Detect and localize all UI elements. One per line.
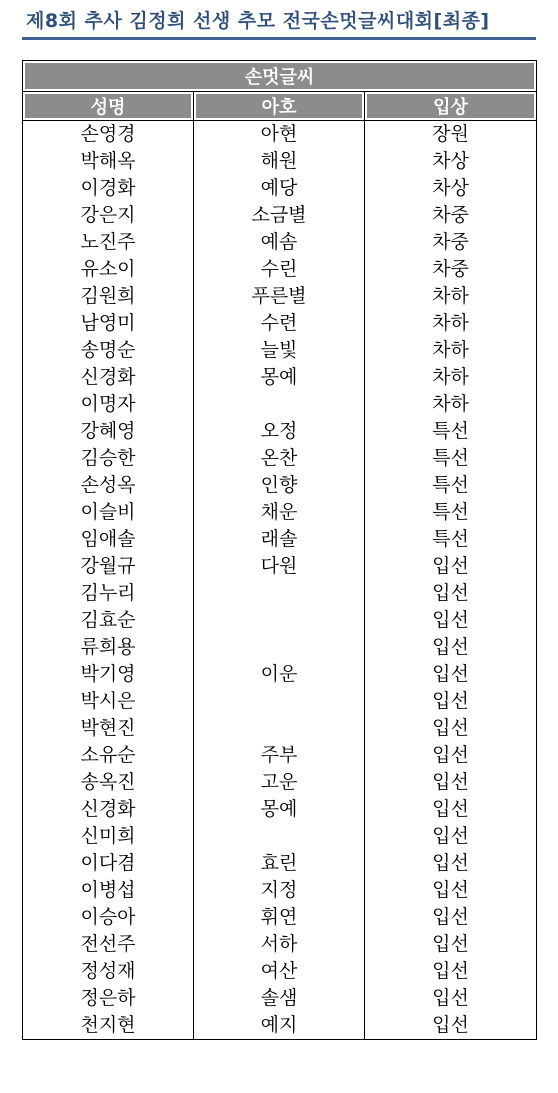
table-row bbox=[23, 877, 537, 904]
cell-award: 차중 bbox=[365, 202, 537, 229]
column-header-name: 성명 bbox=[23, 92, 194, 121]
table-row bbox=[23, 229, 537, 256]
cell-name: 이경화 bbox=[23, 175, 194, 202]
cell-pen-name bbox=[194, 607, 365, 634]
cell-name: 박기영 bbox=[23, 661, 194, 688]
cell-pen-name bbox=[194, 580, 365, 607]
cell-pen-name: 해원 bbox=[194, 148, 365, 175]
cell-pen-name bbox=[194, 823, 365, 850]
table-row bbox=[23, 634, 537, 661]
cell-name: 이다겸 bbox=[23, 850, 194, 877]
cell-pen-name: 다원 bbox=[194, 553, 365, 580]
cell-pen-name: 이운 bbox=[194, 661, 365, 688]
cell-pen-name: 온찬 bbox=[194, 445, 365, 472]
cell-award: 입선 bbox=[365, 1012, 537, 1040]
table-row bbox=[23, 391, 537, 418]
cell-award: 차하 bbox=[365, 283, 537, 310]
cell-pen-name: 예지 bbox=[194, 1012, 365, 1040]
cell-pen-name bbox=[194, 715, 365, 742]
table-row bbox=[23, 850, 537, 877]
cell-pen-name: 몽예 bbox=[194, 364, 365, 391]
results-body bbox=[23, 121, 537, 1040]
table-row bbox=[23, 310, 537, 337]
cell-award: 입선 bbox=[365, 904, 537, 931]
table-row bbox=[23, 985, 537, 1012]
cell-name: 이병섭 bbox=[23, 877, 194, 904]
cell-name: 류희용 bbox=[23, 634, 194, 661]
table-row bbox=[23, 499, 537, 526]
cell-pen-name: 래솔 bbox=[194, 526, 365, 553]
table-row bbox=[23, 364, 537, 391]
table-row bbox=[23, 607, 537, 634]
cell-name: 이승아 bbox=[23, 904, 194, 931]
section-title: 손멋글씨 bbox=[23, 61, 537, 92]
cell-award: 입선 bbox=[365, 823, 537, 850]
table-row bbox=[23, 715, 537, 742]
cell-award: 특선 bbox=[365, 472, 537, 499]
cell-name: 전선주 bbox=[23, 931, 194, 958]
cell-pen-name: 예당 bbox=[194, 175, 365, 202]
cell-name: 강월규 bbox=[23, 553, 194, 580]
cell-award: 차중 bbox=[365, 229, 537, 256]
cell-name: 이슬비 bbox=[23, 499, 194, 526]
table-row bbox=[23, 580, 537, 607]
section-header-row bbox=[23, 61, 537, 92]
cell-pen-name: 채운 bbox=[194, 499, 365, 526]
cell-name: 남영미 bbox=[23, 310, 194, 337]
cell-pen-name: 여산 bbox=[194, 958, 365, 985]
cell-pen-name: 효린 bbox=[194, 850, 365, 877]
cell-award: 입선 bbox=[365, 607, 537, 634]
cell-name: 정성재 bbox=[23, 958, 194, 985]
cell-name: 김누리 bbox=[23, 580, 194, 607]
cell-pen-name bbox=[194, 634, 365, 661]
table-row bbox=[23, 769, 537, 796]
title-underline bbox=[22, 37, 536, 40]
cell-name: 신미희 bbox=[23, 823, 194, 850]
cell-name: 이명자 bbox=[23, 391, 194, 418]
cell-pen-name: 푸른별 bbox=[194, 283, 365, 310]
cell-name: 천지현 bbox=[23, 1012, 194, 1040]
cell-pen-name: 주부 bbox=[194, 742, 365, 769]
table-row bbox=[23, 418, 537, 445]
cell-award: 특선 bbox=[365, 499, 537, 526]
results-table bbox=[22, 60, 537, 1040]
cell-name: 송옥진 bbox=[23, 769, 194, 796]
cell-award: 특선 bbox=[365, 526, 537, 553]
cell-award: 입선 bbox=[365, 742, 537, 769]
cell-award: 차하 bbox=[365, 310, 537, 337]
cell-name: 김승한 bbox=[23, 445, 194, 472]
table-row bbox=[23, 1012, 537, 1040]
cell-award: 입선 bbox=[365, 850, 537, 877]
cell-award: 특선 bbox=[365, 445, 537, 472]
table-row bbox=[23, 661, 537, 688]
cell-name: 박현진 bbox=[23, 715, 194, 742]
cell-award: 입선 bbox=[365, 769, 537, 796]
cell-pen-name: 몽예 bbox=[194, 796, 365, 823]
table-row bbox=[23, 256, 537, 283]
cell-name: 임애솔 bbox=[23, 526, 194, 553]
table-row bbox=[23, 202, 537, 229]
cell-award: 차하 bbox=[365, 337, 537, 364]
cell-name: 박시은 bbox=[23, 688, 194, 715]
cell-name: 신경화 bbox=[23, 364, 194, 391]
cell-pen-name: 늘빛 bbox=[194, 337, 365, 364]
cell-pen-name: 예솜 bbox=[194, 229, 365, 256]
table-row bbox=[23, 904, 537, 931]
table-row bbox=[23, 121, 537, 149]
table-row bbox=[23, 823, 537, 850]
cell-name: 김효순 bbox=[23, 607, 194, 634]
cell-pen-name: 수린 bbox=[194, 256, 365, 283]
cell-award: 입선 bbox=[365, 958, 537, 985]
cell-pen-name: 수련 bbox=[194, 310, 365, 337]
table-row bbox=[23, 472, 537, 499]
cell-name: 김원희 bbox=[23, 283, 194, 310]
table-row bbox=[23, 526, 537, 553]
cell-name: 노진주 bbox=[23, 229, 194, 256]
cell-award: 차하 bbox=[365, 364, 537, 391]
table-row bbox=[23, 337, 537, 364]
cell-pen-name: 휘연 bbox=[194, 904, 365, 931]
table-row bbox=[23, 688, 537, 715]
cell-name: 강은지 bbox=[23, 202, 194, 229]
cell-pen-name: 고운 bbox=[194, 769, 365, 796]
cell-pen-name: 아현 bbox=[194, 121, 365, 149]
cell-pen-name bbox=[194, 688, 365, 715]
cell-award: 입선 bbox=[365, 688, 537, 715]
cell-name: 소유순 bbox=[23, 742, 194, 769]
cell-name: 정은하 bbox=[23, 985, 194, 1012]
cell-pen-name bbox=[194, 391, 365, 418]
cell-name: 박해옥 bbox=[23, 148, 194, 175]
cell-award: 입선 bbox=[365, 580, 537, 607]
cell-award: 차하 bbox=[365, 391, 537, 418]
table-row bbox=[23, 445, 537, 472]
cell-award: 입선 bbox=[365, 796, 537, 823]
cell-pen-name: 오정 bbox=[194, 418, 365, 445]
table-row bbox=[23, 958, 537, 985]
cell-pen-name: 솔샘 bbox=[194, 985, 365, 1012]
cell-pen-name: 지정 bbox=[194, 877, 365, 904]
cell-pen-name: 소금별 bbox=[194, 202, 365, 229]
column-header-row bbox=[23, 92, 537, 121]
cell-name: 송명순 bbox=[23, 337, 194, 364]
table-row bbox=[23, 742, 537, 769]
cell-name: 강혜영 bbox=[23, 418, 194, 445]
table-row bbox=[23, 148, 537, 175]
cell-pen-name: 서하 bbox=[194, 931, 365, 958]
cell-award: 입선 bbox=[365, 985, 537, 1012]
cell-name: 손영경 bbox=[23, 121, 194, 149]
cell-award: 입선 bbox=[365, 553, 537, 580]
cell-pen-name: 인향 bbox=[194, 472, 365, 499]
cell-award: 특선 bbox=[365, 418, 537, 445]
table-row bbox=[23, 283, 537, 310]
cell-award: 차중 bbox=[365, 256, 537, 283]
table-row bbox=[23, 553, 537, 580]
cell-award: 차상 bbox=[365, 175, 537, 202]
column-header-award: 입상 bbox=[365, 92, 537, 121]
cell-award: 입선 bbox=[365, 931, 537, 958]
table-row bbox=[23, 931, 537, 958]
table-row bbox=[23, 796, 537, 823]
cell-award: 입선 bbox=[365, 877, 537, 904]
column-header-pen-name: 아호 bbox=[194, 92, 365, 121]
page-title: 제8회 추사 김정희 선생 추모 전국손멋글씨대회[최종] bbox=[26, 10, 490, 32]
cell-award: 입선 bbox=[365, 661, 537, 688]
cell-award: 장원 bbox=[365, 121, 537, 149]
cell-award: 차상 bbox=[365, 148, 537, 175]
table-row bbox=[23, 175, 537, 202]
cell-name: 손성옥 bbox=[23, 472, 194, 499]
cell-name: 유소이 bbox=[23, 256, 194, 283]
cell-award: 입선 bbox=[365, 634, 537, 661]
cell-award: 입선 bbox=[365, 715, 537, 742]
cell-name: 신경화 bbox=[23, 796, 194, 823]
